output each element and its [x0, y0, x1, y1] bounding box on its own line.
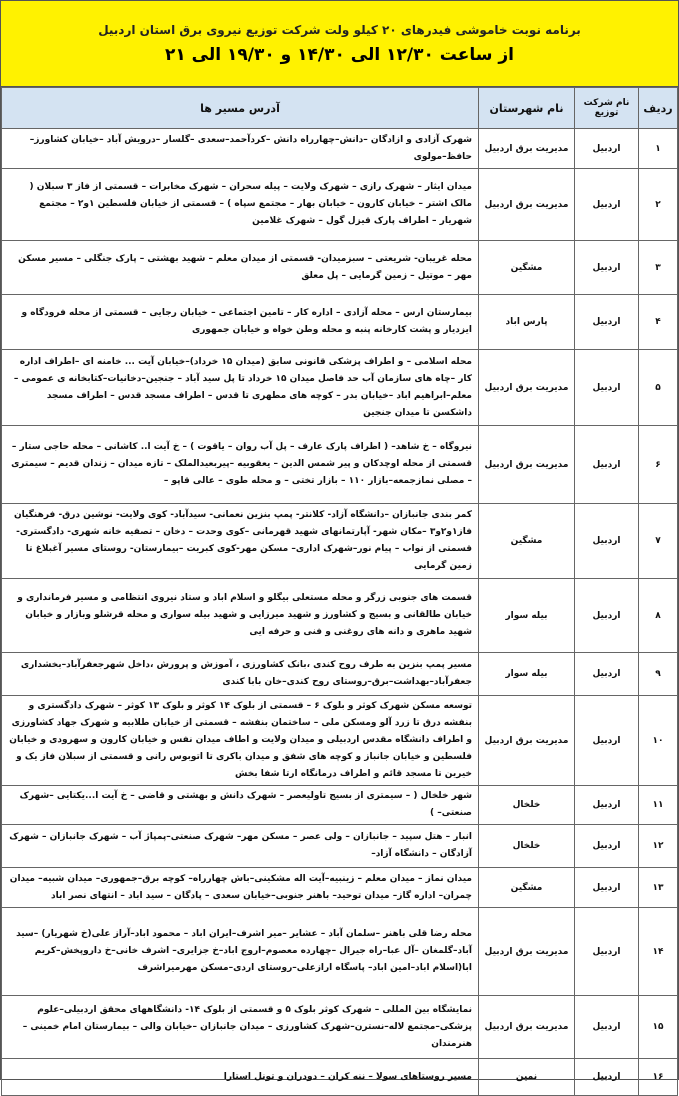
company-cell: اردبیل	[575, 653, 639, 696]
row-number-cell: ۱۳	[639, 868, 678, 908]
company-cell: اردبیل	[575, 1059, 639, 1096]
row-number-cell: ۴	[639, 295, 678, 350]
table-row	[2, 996, 678, 1059]
company-cell: اردبیل	[575, 908, 639, 996]
table-row	[2, 908, 678, 996]
address-cell: قسمت های جنوبی زرگر و محله مستعلی بیگلو و اسلام اباد و ستاد نیروی انتظامی و مسیر فرمانداری و خیابان طالقانی و بسیج و کشاورز و شهید میرزایی و شهید بیله سواری و محله قرشلو وبازار و خیابان شهید ماهری و دانه های روغنی و فنی و حرفه ایی	[2, 579, 479, 653]
row-number-cell: ۳	[639, 241, 678, 295]
address-cell: میدان نماز – میدان معلم – زینبیه–آیت اله مشکینی–باش چهارراه– کوچه برق–جمهوری– میدان شبیه– میدان چمران– اداره گاز– میدان توحید– باهنر جنوبی–خیابان سعدی – پادگان – سید اباد – انتهای نصر اباد	[2, 868, 479, 908]
address-cell: بیمارستان ارس – محله آزادی – اداره کار – تامین اجتماعی – خیابان رجایی – قسمتی از محله فرودگاه و ایزدیار و پشت کارخانه پنبه و محله وطن خواه و خیابان جمهوری	[2, 295, 479, 350]
table-row	[2, 169, 678, 241]
table-row	[2, 295, 678, 350]
column-header-num: ردیف	[639, 88, 678, 129]
row-number-cell: ۱	[639, 129, 678, 169]
company-cell: اردبیل	[575, 350, 639, 426]
table-row	[2, 786, 678, 825]
table-row	[2, 868, 678, 908]
address-cell: انبار – هتل سپید – جانبازان – ولی عصر – مسکن مهر– شهرک صنعتی–پمپاژ آب – شهرک جانبازان – شهرک آزادگان – دانشگاه آزاد–	[2, 825, 479, 868]
row-number-cell: ۱۲	[639, 825, 678, 868]
table-row	[2, 504, 678, 579]
city-cell: مشگین	[479, 868, 575, 908]
table-row	[2, 350, 678, 426]
city-cell: مشگین	[479, 241, 575, 295]
city-cell: مدیریت برق اردبیل	[479, 426, 575, 504]
city-cell: پارس اباد	[479, 295, 575, 350]
city-cell: مدیریت برق اردبیل	[479, 908, 575, 996]
address-cell: نمایشگاه بین المللی – شهرک کوثر بلوک ۵ و قسمتی از بلوک ۱۴- دانشگاههای محقق اردبیلی–علوم پزشکی–مجتمع لاله–نسترن–شهرک کشاورزی – میدان جانبازان –خیابان والی – بیمارستان امام خمینی – هنرمندان	[2, 996, 479, 1059]
company-cell: اردبیل	[575, 696, 639, 786]
city-cell: مدیریت برق اردبیل	[479, 129, 575, 169]
column-header-city: نام شهرستان	[479, 88, 575, 129]
row-number-cell: ۲	[639, 169, 678, 241]
table-row	[2, 653, 678, 696]
address-cell: نیروگاه – خ شاهد– ( اطراف پارک عارف – پل آب روان – یاقوت ) – خ آیت ا.. کاشانی – محله حاجی ستار – قسمتی از محله اوچدکان و پیر شمس الدین – یعقوبیه –پیربعیدالملک – تازه میدان – زندان قدیم – سیمتری – مصلی نمازجمعه–بازار ۱۱۰ – بازار تختی – و محله طوی – عالی قاپو –	[2, 426, 479, 504]
company-cell: اردبیل	[575, 786, 639, 825]
city-cell: مشگین	[479, 504, 575, 579]
table-header-row	[2, 88, 678, 129]
company-cell: اردبیل	[575, 241, 639, 295]
address-cell: محله رضا قلی باهنر –سلمان آباد – عشایر –میر اشرف–ایران اباد – محمود اباد–آراز علی(خ شهریار) –سید آباد–گلمغان –آل عبا–راه جیرال –چهارده معصوم–اروج اباد–خ جزایری– اشرف خانی–خ داروپخش–کریم ابا(اسلام اباد–امین اباد– پاسگاه ارازعلی–روستای اردی–مسکن مهرمیراشرف	[2, 908, 479, 996]
row-number-cell: ۵	[639, 350, 678, 426]
address-cell: مسیر روستاهای سولا – ننه کران – دودران و تونل استارا	[2, 1059, 479, 1096]
company-cell: اردبیل	[575, 825, 639, 868]
company-cell: اردبیل	[575, 426, 639, 504]
company-cell: اردبیل	[575, 295, 639, 350]
table-row	[2, 241, 678, 295]
column-header-company: نام شرکت توزیع	[575, 88, 639, 129]
row-number-cell: ۱۵	[639, 996, 678, 1059]
address-cell: شهرک آزادی و ازادگان –دانش–چهارراه دانش –کردآحمد–سعدی –گلسار –درویش آباد –خیابان کشاورز–حافظ–مولوی	[2, 129, 479, 169]
row-number-cell: ۱۰	[639, 696, 678, 786]
row-number-cell: ۸	[639, 579, 678, 653]
table-row	[2, 696, 678, 786]
document-title: برنامه نوبت خاموشی فیدرهای ۲۰ کیلو ولت شرکت توزیع نیروی برق استان اردبیل	[98, 22, 581, 37]
city-cell: بیله سوار	[479, 653, 575, 696]
address-cell: شهر خلخال ( – سیمتری از بسیج تاولیعصر – شهرک دانش و بهشتی و قاضی – خ آیت ا...یکتایی –شهرک صنعتی– )	[2, 786, 479, 825]
city-cell: خلخال	[479, 825, 575, 868]
city-cell: مدیریت برق اردبیل	[479, 350, 575, 426]
address-cell: محله اسلامی – و اطراف پزشکی قانونی سابق (میدان ۱۵ خرداد)–خیابان آیت ... خامنه ای –اطراف اداره کار –چاه های سازمان آب حد فاصل میدان ۱۵ خرداد تا پل سید آباد – جنجین–دخانیات–کتابخانه ی عمومی –معلم–ابراهیم اباد –خیابان بدر – کوچه های مطهری تا قدس – اطراف مسجد قدس – اطراف مسجد داشکسن تا میدان جنجین	[2, 350, 479, 426]
table-row	[2, 129, 678, 169]
column-header-address: آدرس مسیر ها	[2, 88, 479, 129]
city-cell: خلخال	[479, 786, 575, 825]
address-cell: میدان ایثار – شهرک رازی – شهرک ولایت – پیله سحران – شهرک مخابرات – قسمتی از فاز ۳ سبلان ( مالک اشتر – خیابان کارون – خیابان بهار – مجتمع سپاه ) – قسمتی از خیابان فلسطین ۱و۲ – مجتمع شهریار – اطراف پارک قیزل گول – شهرک غلامین	[2, 169, 479, 241]
row-number-cell: ۱۱	[639, 786, 678, 825]
city-cell: مدیریت برق اردبیل	[479, 996, 575, 1059]
row-number-cell: ۱۴	[639, 908, 678, 996]
company-cell: اردبیل	[575, 504, 639, 579]
city-cell: مدیریت برق اردبیل	[479, 696, 575, 786]
company-cell: اردبیل	[575, 169, 639, 241]
title-banner	[1, 1, 678, 87]
table-row	[2, 1059, 678, 1096]
company-cell: اردبیل	[575, 579, 639, 653]
address-cell: کمر بندی جانبازان –دانشگاه آزاد- کلانتر- پمپ بنزین نعمانی- سیدآباد- کوی ولایت- نوشین درق- فرهنگیان فاز۱و۲و۳ –مکان شهر- آپارتمانهای شهید قهرمانی –کوی وحدت – دخان – تصفیه خانه شهری- دادگستری- قسمتی از نواب – پیام نور–شهرک اداری– مسکن مهر-کوی کبریت –بیمارستان- روستای مسیر آغبلاغ تا زمین گرمایی	[2, 504, 479, 579]
row-number-cell: ۶	[639, 426, 678, 504]
row-number-cell: ۱۶	[639, 1059, 678, 1096]
company-cell: اردبیل	[575, 868, 639, 908]
table-row	[2, 426, 678, 504]
document-subtitle: از ساعت ۱۲/۳۰ الی ۱۴/۳۰ و ۱۹/۳۰ الی ۲۱	[165, 44, 514, 65]
schedule-table	[1, 87, 678, 1096]
row-number-cell: ۷	[639, 504, 678, 579]
row-number-cell: ۹	[639, 653, 678, 696]
city-cell: مدیریت برق اردبیل	[479, 169, 575, 241]
city-cell: بیله سوار	[479, 579, 575, 653]
address-cell: محله غریبان- شریعتی – سبزمیدان- قسمتی از میدان معلم – شهید بهشتی – پارک جنگلی – مسیر مسکن مهر – موتیل – زمین گرمایی – پل معلق	[2, 241, 479, 295]
table-row	[2, 825, 678, 868]
address-cell: مسیر پمپ بنزین به طرف روح کندی ،بانک کشاورزی ، آموزش و پرورش ،داخل شهرجعفرآباد–بخشداری جعفرآباد–بهداشت–برق–روستای روح کندی–خان بابا کندی	[2, 653, 479, 696]
city-cell: نمین	[479, 1059, 575, 1096]
company-cell: اردبیل	[575, 129, 639, 169]
company-cell: اردبیل	[575, 996, 639, 1059]
table-row	[2, 579, 678, 653]
address-cell: توسعه مسکن شهرک کوثر و بلوک ۶ – قسمتی از بلوک ۱۴ کوثر و بلوک ۱۳ کوثر – شهرک دادگستری و بنفشه درق تا زرد آلو ومسکن ملی – ساختمان بنفشه – قسمتی از خیابان طلابیه و شهرک جهاد کشاورزی و اطراف دانشگاه مقدس اردبیلی و میدان ولایت و اطاف میدان نفس و خیابان کارون و سهرودی و خیابان فلسطین و خیابان جانباز و کوچه های شفق و میدان باکری تا اتوبوس رانی و قسمتی از سبلان فاز یک و خیرین تا مسجد قائم و اطراف درمانگاه ارتا شفا بخش	[2, 696, 479, 786]
